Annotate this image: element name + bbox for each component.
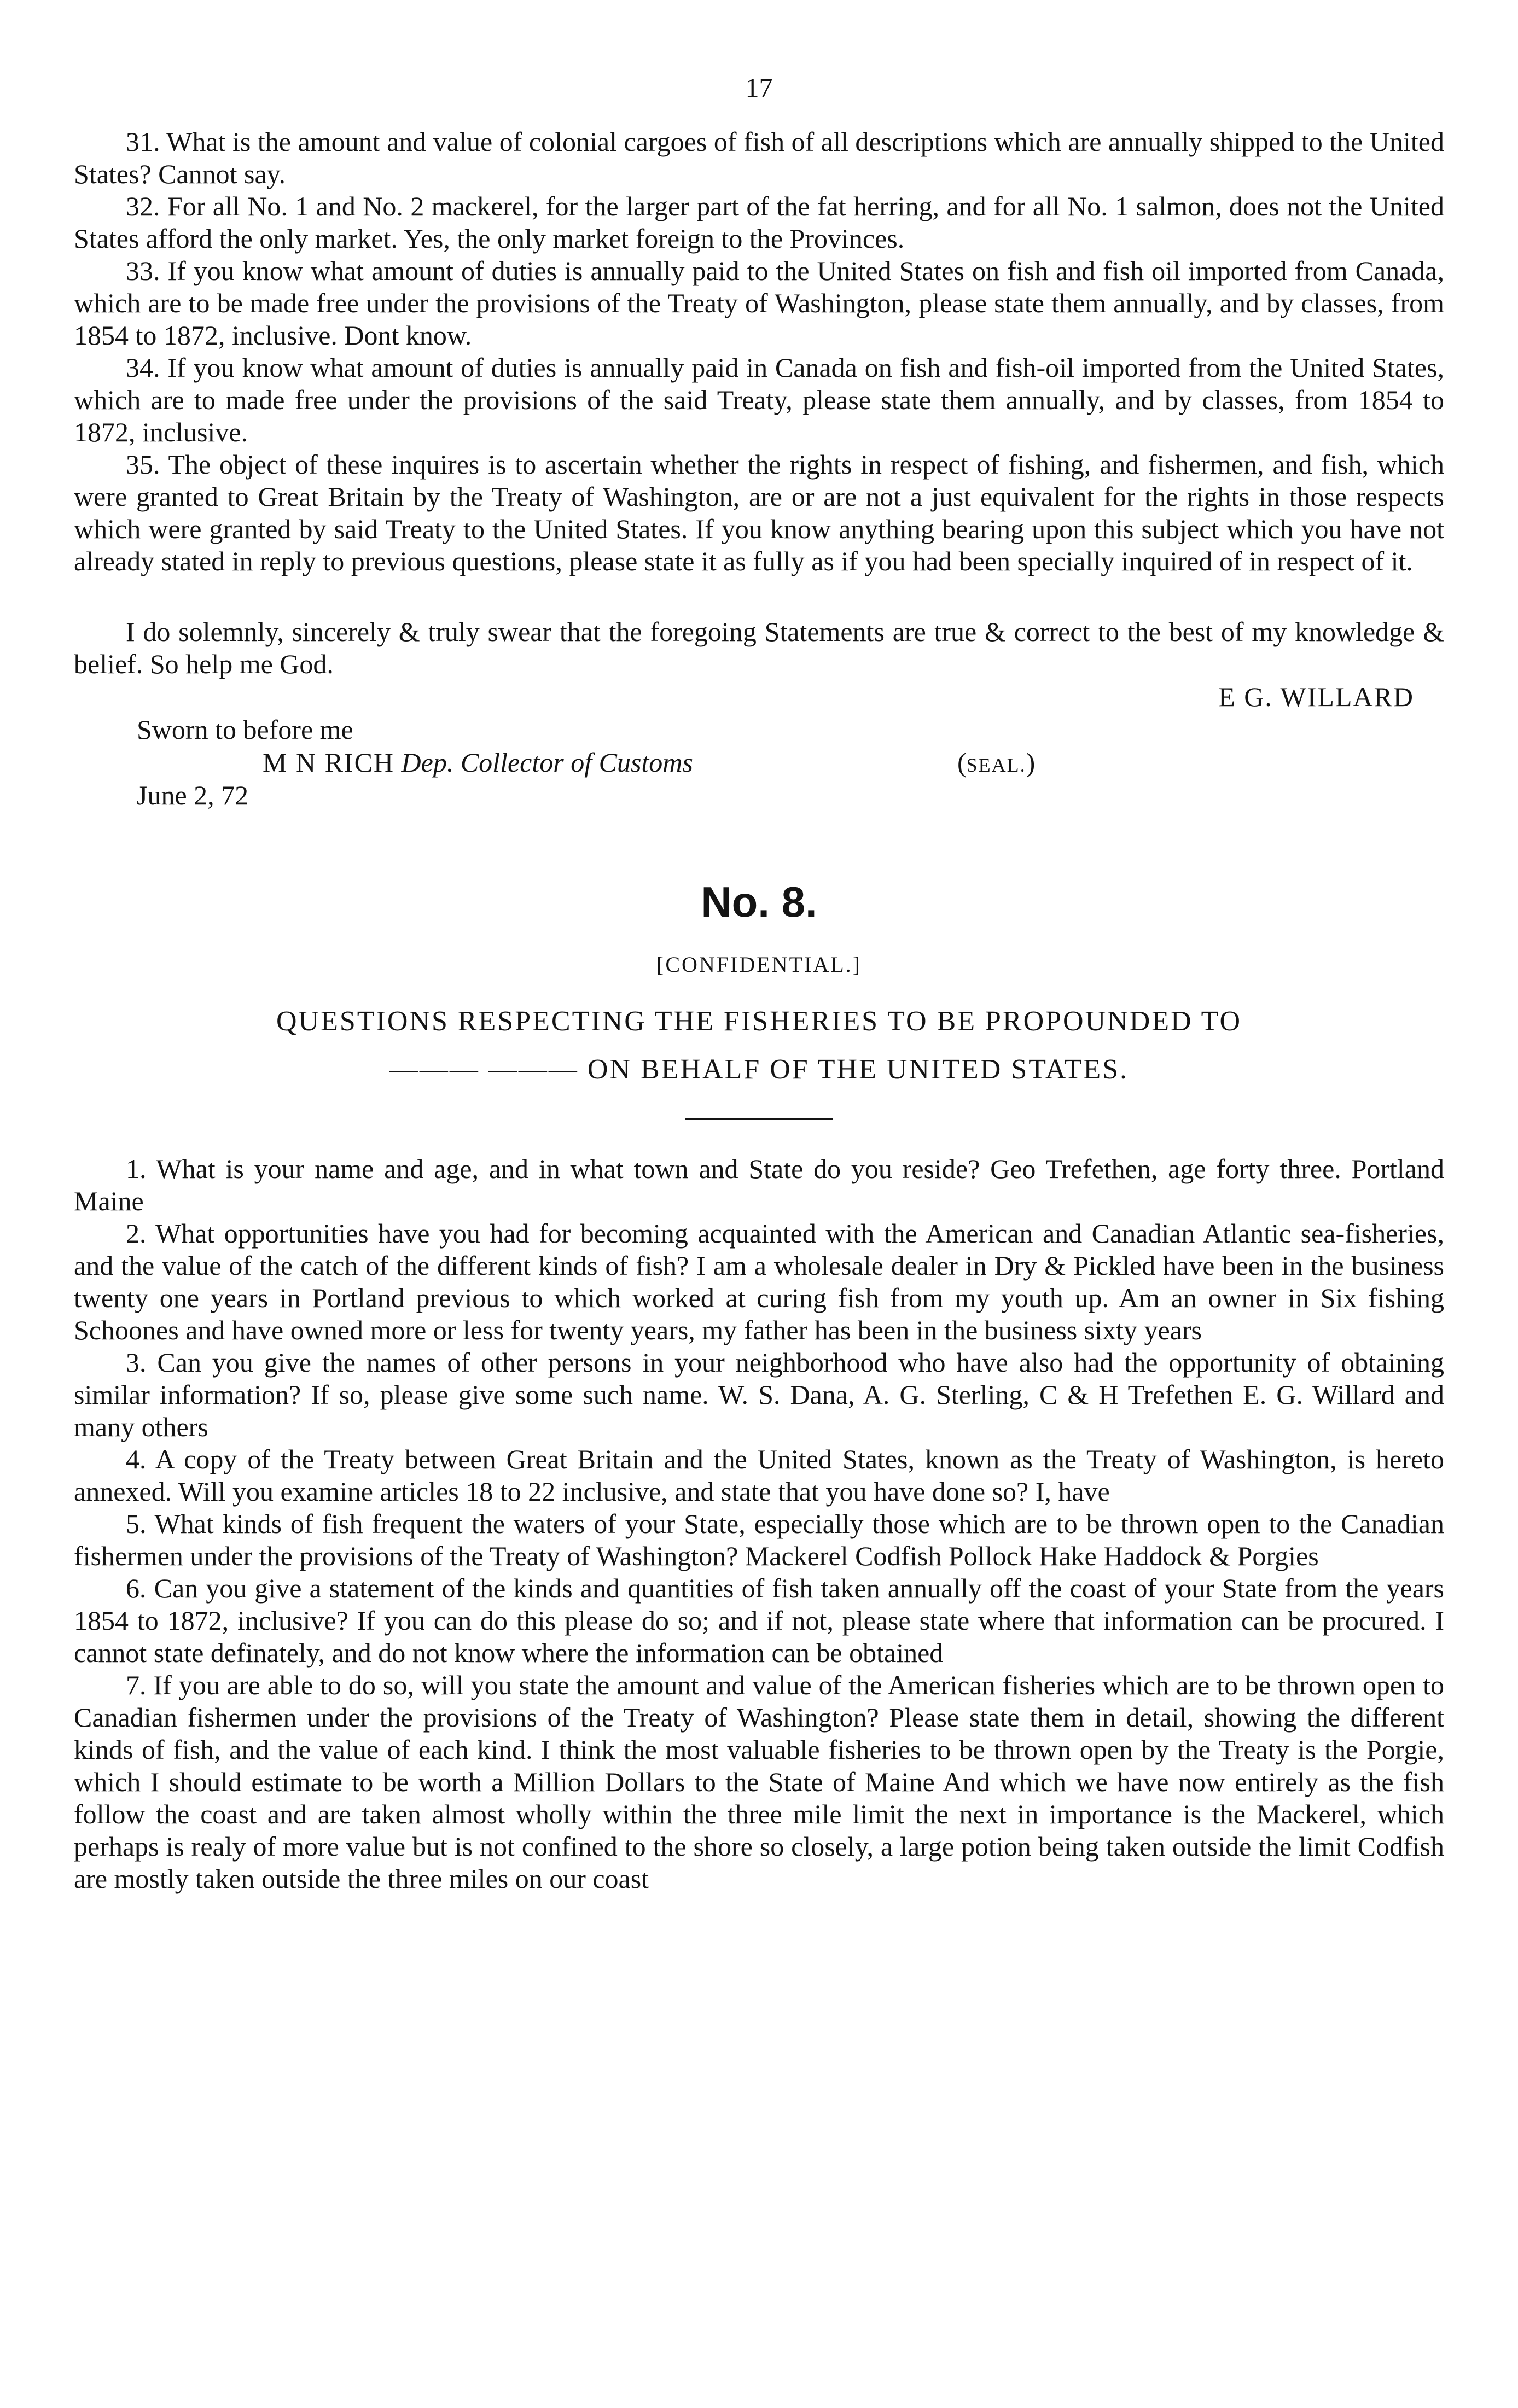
document-number: No. 8.	[701, 878, 817, 926]
confidential-label: [CONFIDENTIAL.]	[656, 952, 862, 977]
question-1: 1. What is your name and age, and in what town and State do you reside? Geo Trefethen, age forty three. Portland Maine	[74, 1153, 1444, 1216]
official-line	[74, 746, 1444, 779]
question-6: 6. Can you give a statement of the kinds and quantities of fish taken annually off the coast of your State from the years 1854 to 1872, inclusive? If you can do this please do so; and if not, please state where that information can be procured. I cannot state definately, and do not know where the information can be obtained	[74, 1573, 1444, 1668]
heading-line-2: ——— ——— ON BEHALF OF THE UNITED STATES.	[389, 1054, 1129, 1085]
signature-willard: E G. WILLARD	[1218, 681, 1414, 712]
official-name: M N RICH	[263, 747, 395, 778]
oath-statement: I do solemnly, sincerely & truly swear that the foregoing Statements are true & correct to the best of my knowledge & belief. So help me God.	[74, 616, 1444, 679]
question-3: 3. Can you give the names of other persons in your neighborhood who have also had the opportunity of obtaining similar information? If so, please give some such name. W. S. Dana, A. G. Sterling, C & H Trefethen E. G. Willard and many others	[74, 1347, 1444, 1442]
official-title: Dep. Collector of Customs	[401, 747, 693, 778]
question-4: 4. A copy of the Treaty between Great Britain and the United States, known as the Treaty of Washington, is hereto annexed. Will you examine articles 18 to 22 inclusive, and state that you have done so? I, have	[74, 1444, 1444, 1507]
divider-rule	[685, 1118, 833, 1120]
sworn-before: Sworn to before me	[137, 714, 353, 745]
page-number: 17	[745, 72, 773, 103]
confidential-text: CONFIDENTIAL.	[665, 952, 853, 977]
document-page	[74, 71, 1444, 1895]
question-31: 31. What is the amount and value of colonial cargoes of fish of all descriptions which are annually shipped to the United States? Cannot say.	[74, 126, 1444, 189]
question-7: 7. If you are able to do so, will you state the amount and value of the American fisheries which are to be thrown open to Canadian fishermen under the provisions of the Treaty of Washington? Please state them in detail, showing the different kinds of fish, and the value of each kind. I think the most valuable fisheries to be thrown open by the Treaty is the Porgie, which I should estimate to be worth a Million Dollars to the State of Maine And which we have now entirely as the fish follow the coast and are taken almost wholly within the three mile limit the next in importance is the Mackerel, which perhaps is realy of more value but is not confined to the shore so closely, a large potion being taken outside the limit Codfish are mostly taken outside the three miles on our coast	[74, 1670, 1444, 1894]
questions-heading	[74, 998, 1444, 1094]
question-34: 34. If you know what amount of duties is annually paid in Canada on fish and fish-oil imported from the United States, which are to made free under the provisions of the said Treaty, please state them annually, and by classes, from 1854 to 1872, inclusive.	[74, 352, 1444, 447]
question-32: 32. For all No. 1 and No. 2 mackerel, for the larger part of the fat herring, and for all No. 1 salmon, does not the United States afford the only market. Yes, the only market foreign to the Provinces.	[74, 191, 1444, 254]
question-2: 2. What opportunities have you had for becoming acquainted with the American and Canadian Atlantic sea-fisheries, and the value of the catch of the different kinds of fish? I am a wholesale dealer in Dry & Pickled have been in the business twenty one years in Portland previous to which worked at curing fish from my youth up. Am an owner in Six fishing Schoones and have owned more or less for twenty years, my father has been in the business sixty years	[74, 1218, 1444, 1345]
question-5: 5. What kinds of fish frequent the waters of your State, especially those which are to be thrown open to the Canadian fishermen under the provisions of the Treaty of Washington? Mackerel Codfish Pollock Hake Haddock & Porgies	[74, 1508, 1444, 1571]
questions-1-7	[74, 1153, 1444, 1895]
heading-line-1: QUESTIONS RESPECTING THE FISHERIES TO BE PROPOUNDED TO	[276, 1006, 1242, 1037]
question-35: 35. The object of these inquires is to ascertain whether the rights in respect of fishing, and fishermen, and fish, which were granted to Great Britain by the Treaty of Washington, are or are not a just equivalent for the rights in those respects which were granted by said Treaty to the United States. If you know anything bearing upon this subject which you have not already stated in reply to previous questions, please state it as fully as if you had been specially inquired of in respect of it.	[74, 449, 1444, 576]
sworn-date: June 2, 72	[137, 780, 249, 811]
question-33: 33. If you know what amount of duties is annually paid to the United States on fish and fish oil imported from Canada, which are to be made free under the provisions of the Treaty of Washington, please state them annually, and by classes, from 1854 to 1872, inclusive. Dont know.	[74, 255, 1444, 351]
questions-31-35	[74, 126, 1444, 578]
seal-label: SEAL.	[966, 754, 1026, 776]
seal-mark: (SEAL.)	[957, 747, 1036, 778]
